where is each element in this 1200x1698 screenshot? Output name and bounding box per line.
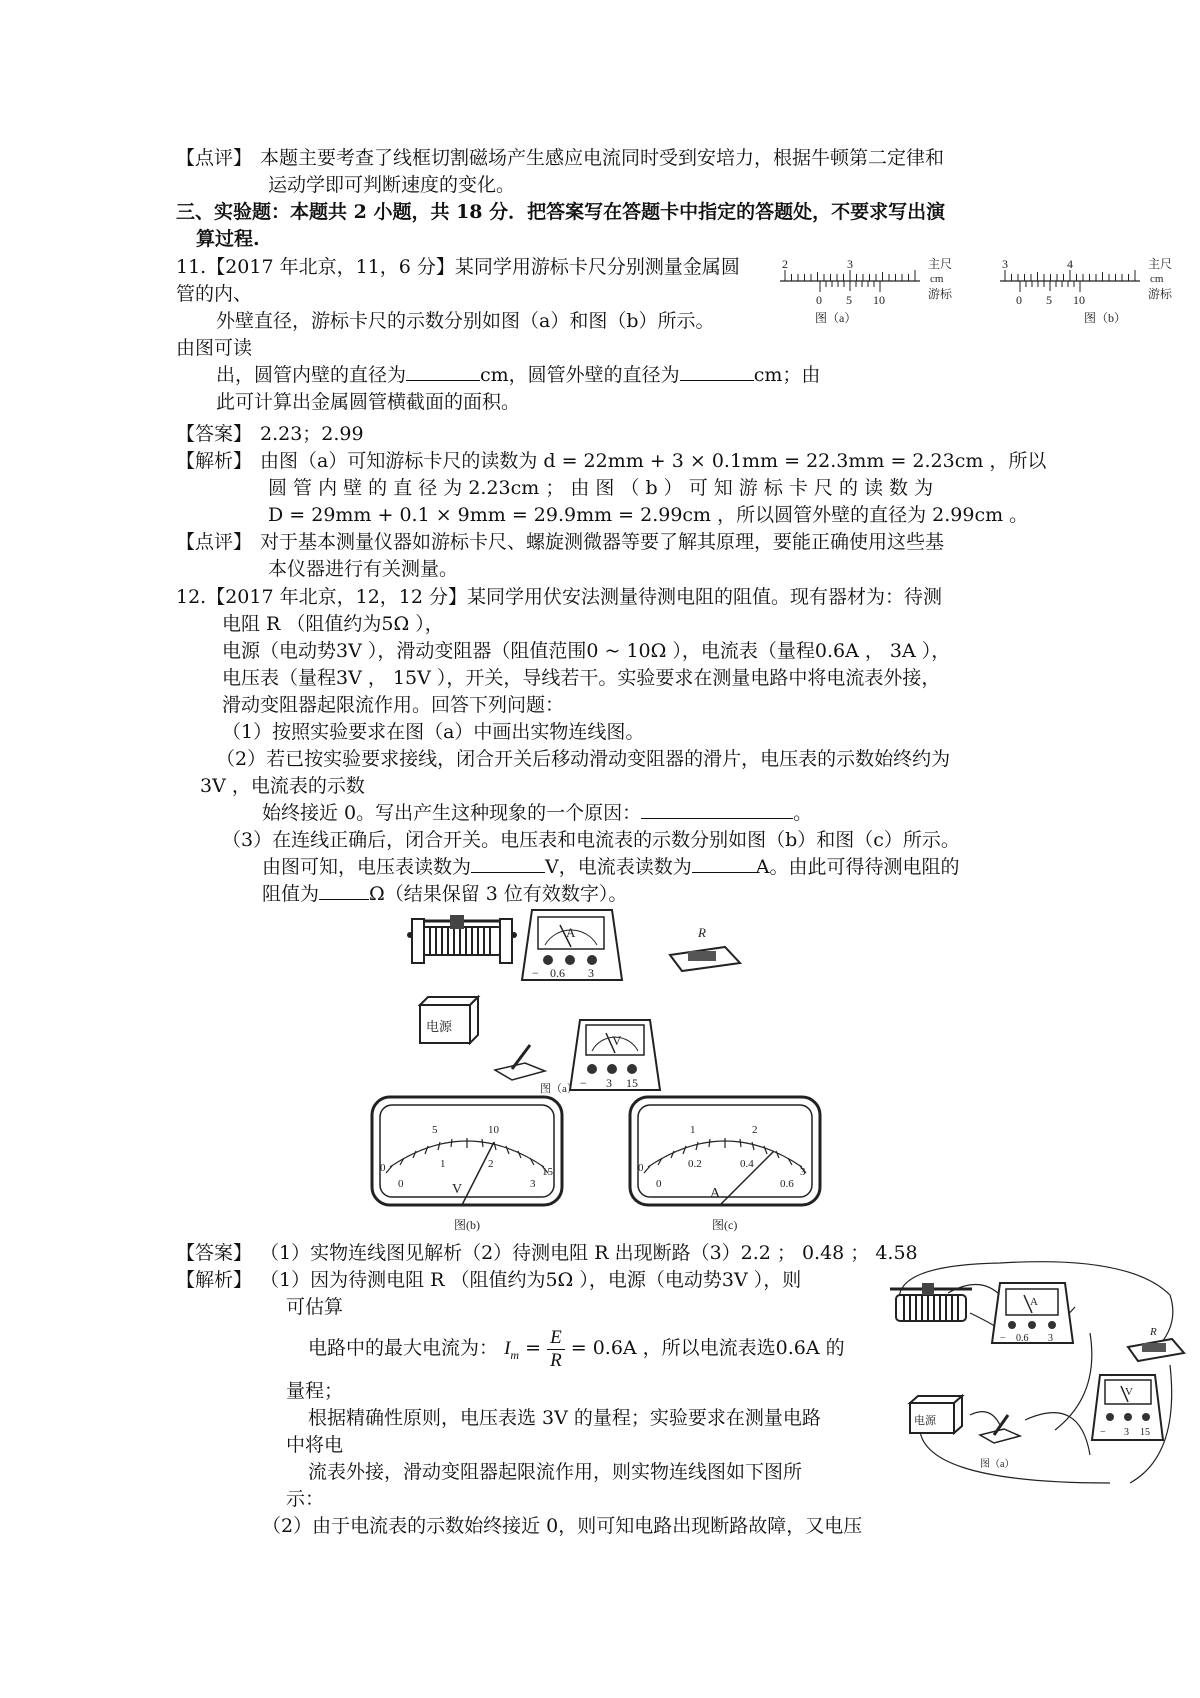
- voltmeter-label: V: [612, 1033, 622, 1048]
- q12-part2: （2）若已按实验要求接线，闭合开关后移动滑动变阻器的滑片，电压表的示数始终约为: [216, 748, 951, 770]
- fraction-denominator: R: [550, 1349, 562, 1371]
- terminal-label: 3: [1124, 1427, 1129, 1438]
- ammeter-label: A: [1030, 1296, 1038, 1308]
- q11-text: 出，圆管内壁的直径为: [216, 364, 407, 386]
- review-line: 本题主要考查了线框切割磁场产生感应电流同时受到安培力，根据牛顿第二定律和: [260, 147, 945, 169]
- q12-part3-blank-line: [262, 881, 627, 907]
- voltmeter-dial-figure-b: [370, 1095, 565, 1237]
- power-source: [420, 997, 478, 1043]
- review-tag: 【点评】: [176, 147, 253, 169]
- q11-text: cm，圆管外壁的直径为: [480, 364, 680, 386]
- q12-text: V，电流表读数为: [545, 856, 692, 878]
- q11-text: cm；由: [753, 364, 821, 386]
- terminal-label: 15: [626, 1076, 638, 1090]
- terminal-label: −: [532, 966, 539, 980]
- q12-part1: （1）按照实验要求在图（a）中画出实物连线图。: [222, 721, 645, 743]
- vernier-tick-label: 10: [1073, 293, 1085, 307]
- answer-blank[interactable]: [641, 800, 793, 819]
- dial-upper-label: 0: [638, 1162, 644, 1174]
- dial-upper-label: 1: [690, 1124, 696, 1136]
- unit-label: cm: [1150, 273, 1164, 285]
- source-label: 电源: [426, 1019, 453, 1034]
- figure-caption: 图（a）: [980, 1459, 1015, 1470]
- q12-part2: 3V ，电流表的示数: [200, 775, 365, 797]
- dial-lower-label: 3: [530, 1178, 536, 1190]
- terminal-label: 15: [1140, 1427, 1150, 1438]
- answer-blank[interactable]: [692, 854, 756, 873]
- resistor-label: R: [698, 925, 706, 940]
- analysis-line: （1）因为待测电阻 R （阻值约为5Ω ），电源（电动势3V ），则: [260, 1269, 802, 1291]
- voltmeter: [570, 1020, 660, 1090]
- fraction: [547, 1327, 565, 1372]
- fraction-numerator: E: [547, 1327, 565, 1350]
- figure-a-equipment: [400, 905, 800, 1095]
- analysis-line: D = 29mm + 0.1 × 9mm = 29.9mm = 2.99cm ，所以圆管外壁的直径为 2.99cm 。: [268, 504, 1029, 526]
- voltmeter: [1092, 1375, 1163, 1440]
- source-label: 电源: [914, 1415, 936, 1427]
- dial-lower-label: 1: [440, 1158, 446, 1170]
- ammeter: [522, 910, 622, 980]
- figure-caption: 图（a）: [540, 1083, 578, 1095]
- answer-tag: 【答案】: [176, 1242, 253, 1264]
- q12-stem: 滑动变阻器起限流作用。回答下列问题：: [222, 694, 565, 716]
- main-scale-tick-label: 3: [1002, 257, 1008, 271]
- answer-blank[interactable]: [406, 362, 480, 381]
- terminal-label: 0.6: [550, 966, 565, 980]
- analysis-line: 可估算: [286, 1296, 344, 1318]
- analysis-tag: 【解析】: [176, 450, 253, 472]
- ammeter-dial-figure-c: [628, 1095, 823, 1237]
- figure-caption: 图(b): [454, 1218, 480, 1232]
- main-scale-label: 主尺: [1148, 257, 1173, 271]
- q12-stem: 12.【2017 年北京，12，12 分】某同学用伏安法测量待测电阻的阻值。现有器材为：待测: [176, 586, 943, 608]
- vernier-tick-label: 0: [1016, 293, 1022, 307]
- power-source: [910, 1396, 962, 1433]
- q12-stem: 电源（电动势3V ），滑动变阻器（阻值范围0 ~ 10Ω ），电流表（量程0.6A ， 3A ），: [222, 640, 951, 662]
- q11-blanks-line: [216, 362, 820, 388]
- analysis-line: 量程；: [286, 1380, 344, 1402]
- dial-upper-label: 10: [488, 1124, 499, 1136]
- q12-text: 由图可知，电压表读数为: [262, 856, 472, 878]
- resistor-r: [670, 925, 740, 971]
- q12-text: 阻值为: [262, 883, 320, 905]
- main-scale-tick-label: 2: [782, 257, 788, 271]
- q12-stem: 电阻 R （阻值约为5Ω ），: [222, 613, 444, 635]
- q12-text: Ω（结果保留 3 位有效数字）。: [369, 883, 628, 905]
- figure-caption: 图（a）: [815, 311, 857, 325]
- dial-upper-label: 15: [542, 1166, 553, 1178]
- section-heading: 三、实验题：本题共 2 小题，共 18 分．把答案写在答题卡中指定的答题处，不要求写出演: [176, 201, 946, 223]
- dial-upper-label: 2: [752, 1124, 758, 1136]
- q12-part3-blank-line: [262, 854, 959, 880]
- switch: [980, 1415, 1020, 1443]
- answer-blank[interactable]: [680, 362, 754, 381]
- q12-text: 。: [793, 802, 813, 824]
- figure-caption: 图(c): [712, 1218, 738, 1232]
- ammeter: [992, 1283, 1073, 1344]
- dial-lower-label: 2: [488, 1158, 494, 1170]
- answer-blank[interactable]: [471, 854, 545, 873]
- section-heading-cont: 算过程.: [196, 228, 260, 250]
- dial-lower-label: 0.4: [740, 1158, 754, 1170]
- q12-part2-blank-line: [262, 800, 812, 826]
- answer-tag: 【答案】: [176, 423, 253, 445]
- dial-lower-label: 0.2: [688, 1158, 702, 1170]
- answer-text: 2.23；2.99: [260, 423, 364, 445]
- terminal-label: −: [1000, 1333, 1006, 1344]
- dial-upper-label: 0: [380, 1162, 386, 1174]
- answer-blank[interactable]: [319, 881, 369, 900]
- terminal-label: 3: [1048, 1333, 1053, 1344]
- vernier-tick-label: 10: [873, 293, 885, 307]
- analysis-line: 中将电: [286, 1434, 344, 1456]
- vernier-caliper-b: [1000, 258, 1180, 343]
- vernier-tick-label: 0: [816, 293, 822, 307]
- review-line: 运动学即可判断速度的变化。: [268, 174, 516, 196]
- review-tag: 【点评】: [176, 531, 253, 553]
- main-scale-label: 主尺: [928, 257, 953, 271]
- wired-circuit-figure: [880, 1255, 1190, 1485]
- vernier-label: 游标: [1148, 287, 1173, 301]
- dial-lower-label: 0.6: [780, 1178, 794, 1190]
- voltmeter-label: V: [1125, 1386, 1133, 1398]
- formula-equals: =: [525, 1337, 542, 1359]
- vernier-tick-label: 5: [846, 293, 852, 307]
- analysis-line: 由图（a）可知游标卡尺的读数为 d = 22mm + 3 × 0.1mm = 22.3mm = 2.23cm ，所以: [260, 450, 1047, 472]
- q12-stem: 电压表（量程3V ， 15V ），开关，导线若干。实验要求在测量电路中将电流表外接，: [222, 667, 941, 689]
- terminal-label: −: [1100, 1427, 1106, 1438]
- dial-upper-label: 3: [800, 1166, 806, 1178]
- dial-unit-label: A: [710, 1186, 721, 1201]
- dial-unit-label: V: [452, 1182, 463, 1197]
- analysis-tag: 【解析】: [176, 1269, 253, 1291]
- terminal-label: 3: [588, 966, 594, 980]
- analysis-line: （2）由于电流表的示数始终接近 0，则可知电路出现断路故障，又电压: [262, 1515, 863, 1537]
- analysis-line: 根据精确性原则，电压表选 3V 的量程；实验要求在测量电路: [308, 1407, 821, 1429]
- formula-symbol: I: [504, 1338, 511, 1359]
- q11-stem: 外壁直径，游标卡尺的示数分别如图（a）和图（b）所示。: [216, 310, 715, 332]
- analysis-line: 流表外接，滑动变阻器起限流作用，则实物连线图如下图所: [308, 1461, 803, 1483]
- rheostat: [890, 1283, 972, 1321]
- q11-stem: 11.【2017 年北京，11，6 分】某同学用游标卡尺分别测量金属圆: [176, 256, 740, 278]
- vernier-caliper-a: [780, 258, 960, 343]
- resistor-r: [1128, 1326, 1184, 1361]
- vernier-tick-label: 5: [1046, 293, 1052, 307]
- unit-label: cm: [930, 273, 944, 285]
- vernier-label: 游标: [928, 287, 953, 301]
- dial-lower-label: 0: [656, 1178, 662, 1190]
- q12-part3: （3）在连线正确后，闭合开关。电压表和电流表的示数分别如图（b）和图（c）所示。: [222, 829, 960, 851]
- formula-text: = 0.6A ，所以电流表选0.6A 的: [570, 1337, 845, 1359]
- formula-subscript: m: [510, 1347, 520, 1362]
- analysis-formula-line: [308, 1324, 845, 1379]
- ammeter-label: A: [566, 925, 576, 940]
- analysis-line: 圆 管 内 壁 的 直 径 为 2.23cm ； 由 图 （ b ） 可 知 游 标 卡 尺 的 读 数 为: [268, 477, 934, 499]
- dial-upper-label: 5: [432, 1124, 438, 1136]
- figure-caption: 图（b）: [1084, 311, 1127, 325]
- terminal-label: 3: [606, 1076, 612, 1090]
- q11-stem: 管的内、: [176, 283, 253, 305]
- q11-stem: 此可计算出金属圆管横截面的面积。: [216, 391, 521, 413]
- resistor-label: R: [1150, 1326, 1157, 1338]
- main-scale-tick-label: 4: [1067, 257, 1073, 271]
- answer-text: （1）实物连线图见解析（2）待测电阻 R 出现断路（3）2.2 ； 0.48 ； 4.58: [260, 1242, 918, 1264]
- analysis-line: 示：: [286, 1488, 325, 1510]
- review-line: 对于基本测量仪器如游标卡尺、螺旋测微器等要了解其原理，要能正确使用这些基: [260, 531, 945, 553]
- review-line: 本仪器进行有关测量。: [268, 558, 459, 580]
- switch: [495, 1045, 545, 1080]
- dial-lower-label: 0: [398, 1178, 404, 1190]
- rheostat: [407, 915, 517, 963]
- q12-text: 始终接近 0。写出产生这种现象的一个原因：: [262, 802, 642, 824]
- terminal-label: 0.6: [1016, 1333, 1029, 1344]
- q12-text: A。由此可得待测电阻的: [755, 856, 960, 878]
- q11-stem: 由图可读: [176, 337, 253, 359]
- main-scale-tick-label: 3: [847, 257, 853, 271]
- formula-text: 电路中的最大电流为：: [308, 1337, 499, 1359]
- terminal-label: −: [580, 1076, 587, 1090]
